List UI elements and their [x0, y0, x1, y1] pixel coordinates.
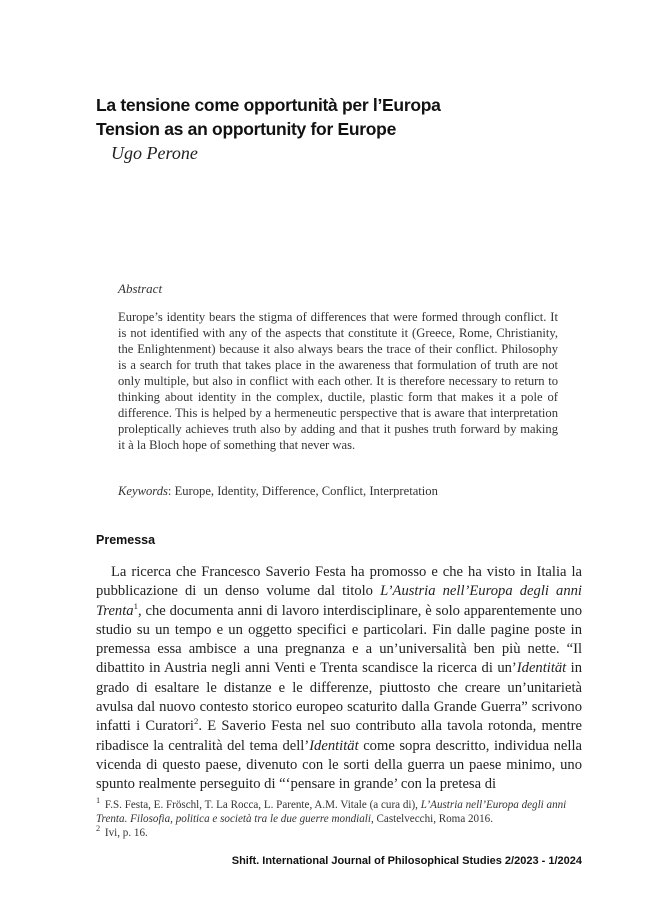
body-text-segment: in grado di esaltare le distanze e le differenze, piuttosto che creare un’unitarietà avulsa dal nuovo contesto storico europeo scaturito dalla Grande Guerra” scrivono infatti i Curatori: [96, 660, 583, 735]
article-title-italian: La tensione come opportunità per l’Europa: [96, 95, 441, 115]
footnote-number: 1: [96, 796, 101, 806]
body-text-segment: , che documenta anni di lavoro interdisciplinare, è solo apparentemente uno studio su un tempo e un oggetto specifici e particolari. Fin dalle pagine poste in premessa essa ambisce a una pregnanza e a un’universalità ben più nette. “Il dibattito in Austria negli anni Venti e Trenta scandisce la ricerca di un’: [96, 602, 582, 677]
footnote-book-title: L’Austria nell’Europa degli anni Trenta. Filosofia, politica e società tra le due guerre mondiali: [96, 799, 567, 825]
body-italic-term: Identität: [309, 737, 359, 754]
keywords-list: : Europe, Identity, Difference, Conflict, Interpretation: [167, 484, 438, 498]
body-paragraph: [96, 563, 582, 795]
footnote-2: [96, 826, 582, 840]
abstract-text: Europe’s identity bears the stigma of differences that were formed through conflict. It is not identified with any of the aspects that constitute it (Greece, Rome, Christianity, the Enlightenment) because it also always bears the trace of their conflict. Philosophy is a search for truth that takes place in the awareness that formulation of truth are not only multiple, but also in conflict with each other. It is therefore necessary to return to thinking about identity in the complex, ductile, plastic form that makes it a pole of difference. This is helped by a hermeneutic perspective that is aware that interpretation proleptically achieves truth also by adding and that it pushes truth forward by making it à la Bloch hope of something that never was.: [118, 310, 558, 453]
footnote-1: [96, 798, 582, 826]
footnote-text: F.S. Festa, E. Fröschl, T. La Rocca, L. Parente, A.M. Vitale (a cura di),: [102, 799, 421, 811]
body-text-segment: come sopra descritto, individua nella vicenda di questo paese, divenuto con le sorti della guerra un paese minimo, uno spunto realmente perseguito di “‘pensare in grande’ con la pretesa di: [96, 737, 582, 793]
article-author: Ugo Perone: [111, 143, 198, 163]
section-heading-premessa: Premessa: [96, 533, 156, 547]
footnotes: [96, 798, 582, 840]
footnote-ref-2[interactable]: 2: [193, 716, 199, 727]
journal-footer: Shift. International Journal of Philosophical Studies 2/2023 - 1/2024: [231, 855, 582, 867]
abstract-heading: Abstract: [118, 281, 163, 296]
footnote-number: 2: [96, 824, 101, 834]
article-title-english: Tension as an opportunity for Europe: [96, 119, 396, 139]
body-book-title: L’Austria nell’Europa degli anni Trenta: [96, 583, 582, 619]
keywords: [118, 483, 568, 499]
footnote-text: , Castelvecchi, Roma 2016.: [370, 813, 493, 825]
body-italic-term: Identität: [516, 660, 567, 677]
body-text-segment: . E Saverio Festa nel suo contributo alla tavola rotonda, mentre ribadisce la centralità del tema dell’: [96, 718, 582, 754]
footnote-text: Ivi, p. 16.: [102, 827, 148, 839]
footnote-ref-1[interactable]: 1: [133, 600, 138, 611]
keywords-label: Keywords: [118, 484, 168, 498]
body-text-segment: La ricerca che Francesco Saverio Festa ha promosso e che ha visto in Italia la pubblicazione di un denso volume dal titolo: [96, 564, 582, 600]
